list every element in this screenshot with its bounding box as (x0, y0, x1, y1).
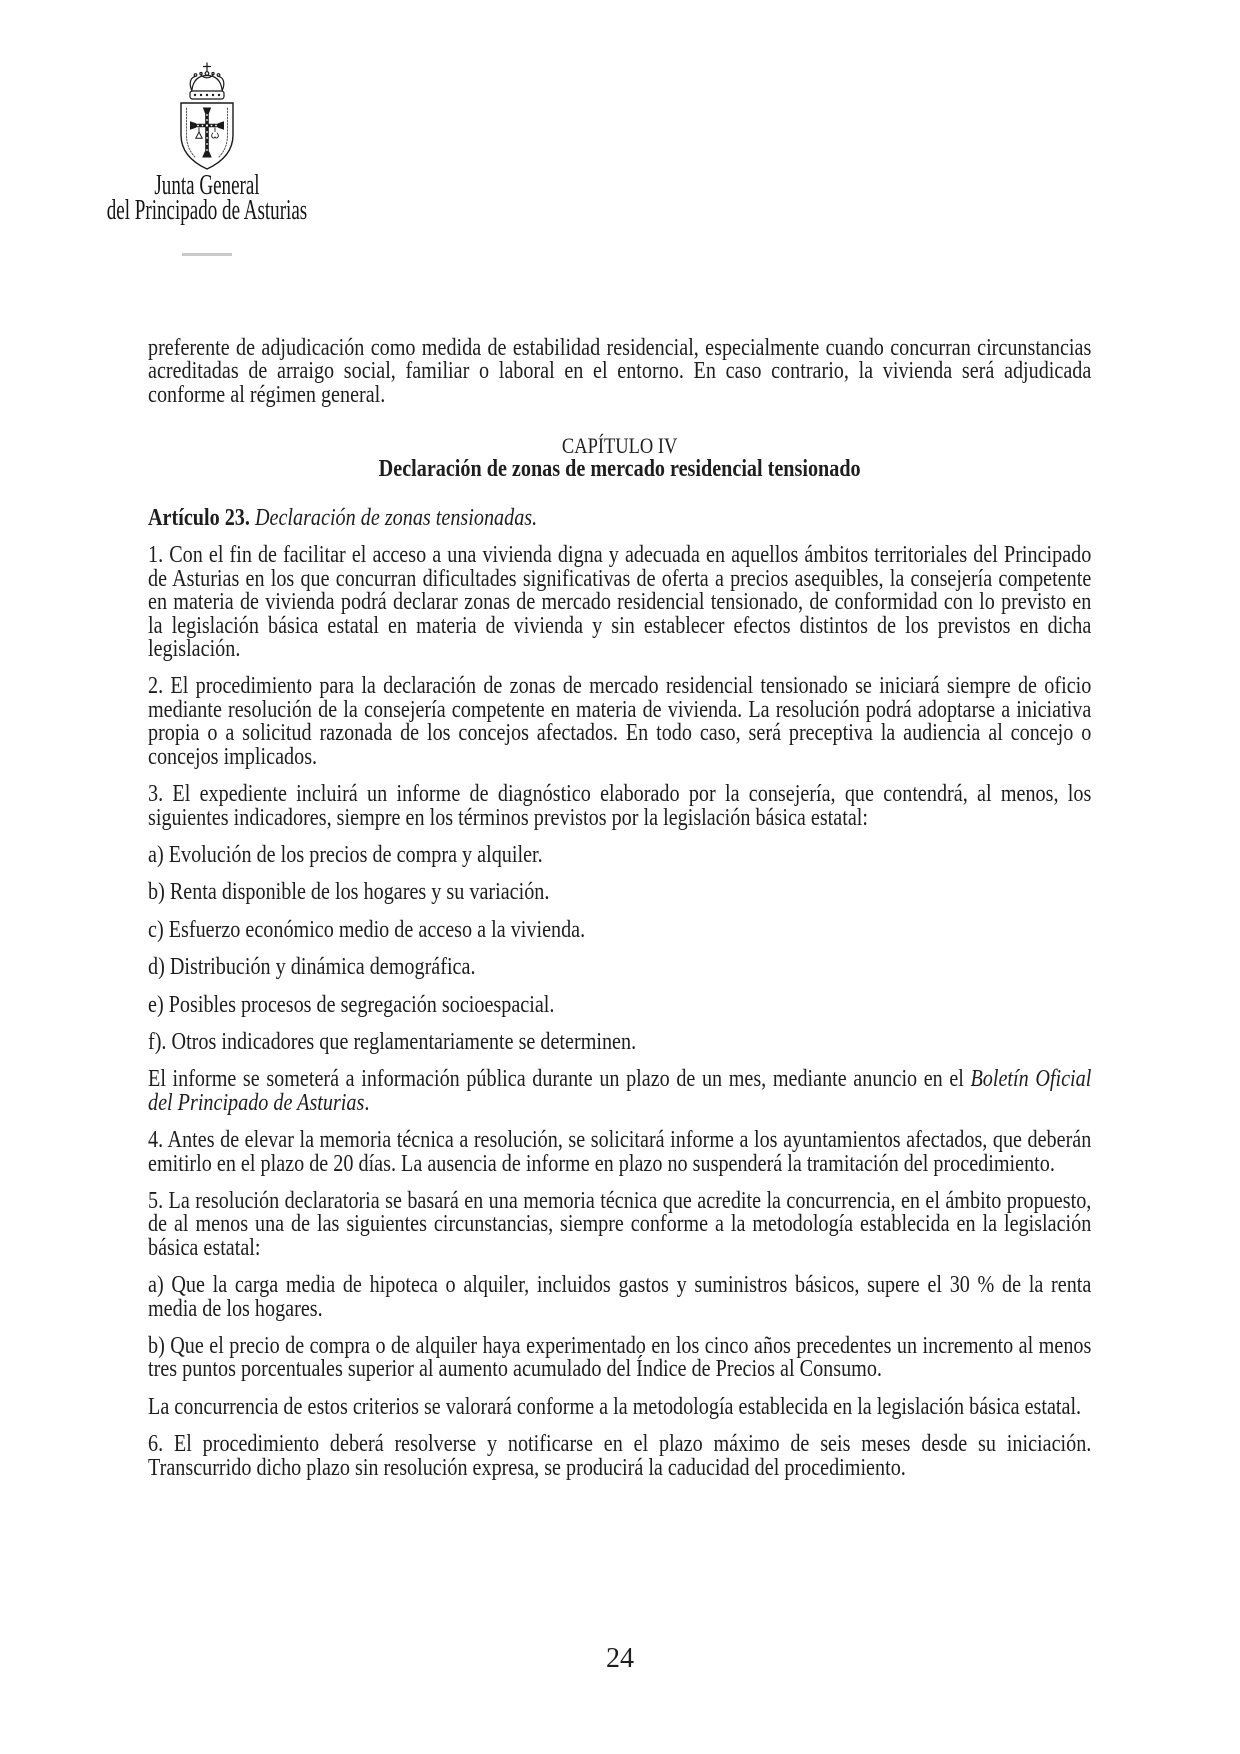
circumstance-b: b) Que el precio de compra o de alquiler haya experimentado en los cinco años precedentes un incremento al menos tres puntos porcentuales superior al aumento acumulado del Índice de Precios al Consumo. (148, 1333, 1092, 1383)
indicator-item-e: e) Posibles procesos de segregación socioespacial. (148, 991, 555, 1018)
page-footer (0, 1643, 1240, 1675)
chapter-label: CAPÍTULO IV (561, 433, 678, 459)
paragraph-public-information (148, 1068, 1091, 1115)
clause-6: 6. El procedimiento deberá resolverse y notificarse en el plazo máximo de seis meses desde su iniciación. Transcurrido dicho plazo sin resolución expresa, se producirá la caducidad del procedimiento. (148, 1431, 1092, 1481)
chapter-heading (148, 434, 1091, 481)
indicator-item-a: a) Evolución de los precios de compra y alquiler. (148, 841, 543, 868)
chapter-title: Declaración de zonas de mercado residencial tensionado (378, 455, 861, 482)
circumstance-a: a) Que la carga media de hipoteca o alquiler, incluidos gastos y suministros básicos, supere el 30 % de la renta media de los hogares. (148, 1272, 1092, 1322)
clause-1: 1. Con el fin de facilitar el acceso a una vivienda digna y adecuada en aquellos ámbitos territoriales del Principado de Asturias en los que concurran dificultades significativas de oferta a precios asequibles, la consejería competente en materia de vivienda podrá declarar zonas de mercado residencial tensionado, de conformidad con lo previsto en la legislación básica estatal en materia de vivienda y sin establecer efectos distintos de los previstos en dicha legislación. (148, 542, 1092, 663)
org-name-line2: del Principado de Asturias (106, 195, 308, 226)
clause-3: 3. El expediente incluirá un informe de diagnóstico elaborado por la consejería, que contendrá, al menos, los siguientes indicadores, siempre en los términos previstos por la legislación básica estatal: (148, 781, 1092, 831)
indicator-item-f: f). Otros indicadores que reglamentariamente se determinen. (148, 1028, 637, 1055)
org-name (66, 170, 348, 226)
official-bulletin-name: Boletín Oficial del Principado de Asturias (148, 1066, 1092, 1116)
indicator-item-b: b) Renta disponible de los hogares y su variación. (148, 879, 550, 906)
asturias-coat-of-arms-icon (177, 62, 237, 172)
clause-2: 2. El procedimiento para la declaración de zonas de mercado residencial tensionado se iniciará siempre de oficio mediante resolución de la consejería competente en materia de vivienda. La resolución podrá adoptarse a iniciativa propia o a solicitud razonada de los concejos afectados. En todo caso, será preceptiva la audiencia al concejo o concejos implicados. (148, 673, 1092, 770)
header (0, 62, 414, 256)
indicator-item-d: d) Distribución y dinámica demográfica. (148, 954, 476, 981)
article-heading (148, 507, 1091, 530)
article-title: Declaración de zonas tensionadas. (254, 505, 538, 532)
org-name-line1: Junta General (154, 170, 260, 201)
indicator-item-c: c) Esfuerzo económico medio de acceso a la vivienda. (148, 916, 586, 943)
page-number: 24 (606, 1643, 634, 1674)
header-divider (182, 253, 232, 256)
clause-5: 5. La resolución declaratoria se basará en una memoria técnica que acredite la concurrencia, en el ámbito propuesto, de al menos una de las siguientes circunstancias, siempre conforme a la metodología establecida en la legislación básica estatal: (148, 1187, 1092, 1261)
article-number: Artículo 23. (148, 505, 250, 532)
paragraph-intro: preferente de adjudicación como medida de estabilidad residencial, especialmente cuando concurran circunstancias acreditadas de arraigo social, familiar o laboral en el entorno. En caso contrario, la vivienda será adjudicada conforme al régimen general. (148, 335, 1092, 408)
clause-4: 4. Antes de elevar la memoria técnica a resolución, se solicitará informe a los ayuntamientos afectados, que deberán emitirlo en el plazo de 20 días. La ausencia de informe en plazo no suspenderá la tramitación del procedimiento. (148, 1127, 1092, 1177)
document-body (148, 337, 1091, 1494)
public-info-text: El informe se someterá a información pública durante un plazo de un mes, mediante anuncio en el (148, 1066, 971, 1093)
criteria-note: La concurrencia de estos criterios se valorará conforme a la metodología establecida en la legislación básica estatal. (148, 1393, 1082, 1420)
public-info-period: . (364, 1089, 370, 1116)
